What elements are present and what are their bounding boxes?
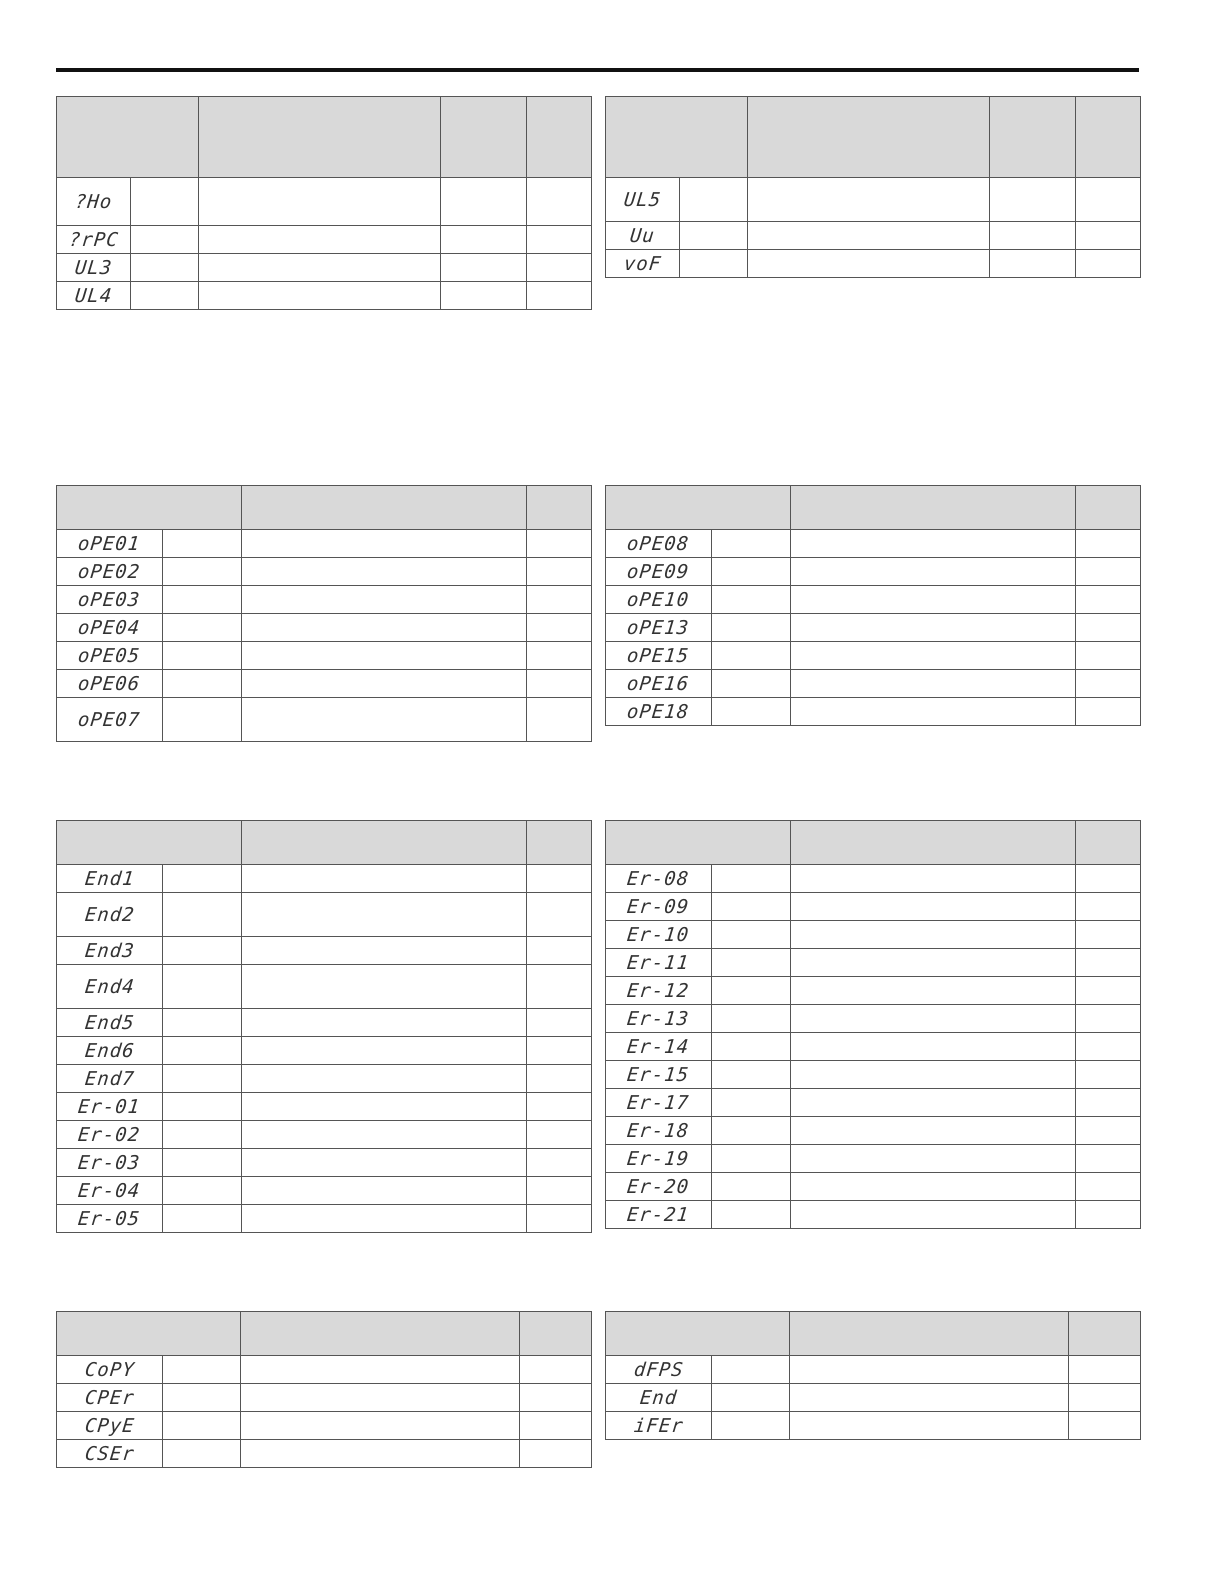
table-row	[606, 222, 1141, 250]
display-code: End7	[83, 1067, 136, 1090]
display-code: Er-15	[626, 1063, 691, 1086]
display-code: Er-13	[626, 1007, 691, 1030]
code-cell	[57, 254, 131, 282]
display-code: CoPY	[83, 1358, 136, 1381]
display-code: Er-03	[77, 1151, 142, 1174]
code-cell	[606, 670, 712, 698]
table-row	[57, 937, 592, 965]
display-code: oPE13	[626, 616, 691, 639]
code-cell	[606, 530, 712, 558]
code-cell	[57, 1384, 163, 1412]
code-cell	[57, 1356, 163, 1384]
display-code: Er-17	[626, 1091, 691, 1114]
code-cell	[57, 1440, 163, 1468]
table-row	[606, 614, 1141, 642]
display-code: Er-02	[77, 1123, 142, 1146]
header-cell	[241, 1312, 520, 1356]
code-cell	[606, 614, 712, 642]
code-cell	[57, 698, 163, 742]
header-cell	[1069, 1312, 1141, 1356]
code-cell	[606, 178, 680, 222]
table-row	[57, 530, 592, 558]
display-code: oPE08	[626, 532, 691, 555]
table-row	[57, 226, 592, 254]
code-cell	[606, 1005, 712, 1033]
table-row	[57, 1037, 592, 1065]
code-cell	[57, 282, 131, 310]
table-header-row	[57, 486, 592, 530]
display-code: oPE07	[77, 708, 142, 731]
display-code: End5	[83, 1011, 136, 1034]
display-code: oPE09	[626, 560, 691, 583]
table-row	[606, 586, 1141, 614]
display-code: ?Ho	[73, 190, 114, 213]
code-cell	[57, 670, 163, 698]
table-row	[57, 1093, 592, 1121]
code-cell	[57, 1009, 163, 1037]
code-cell	[606, 1145, 712, 1173]
table-row	[57, 893, 592, 937]
table-row	[57, 1205, 592, 1233]
code-cell	[606, 1033, 712, 1061]
code-cell	[606, 865, 712, 893]
display-code: Er-01	[77, 1095, 142, 1118]
header-cell	[57, 1312, 241, 1356]
header-cell	[1076, 821, 1141, 865]
header-cell	[606, 97, 748, 178]
header-cell	[199, 97, 441, 178]
display-code: Er-20	[626, 1175, 691, 1198]
display-code: oPE16	[626, 672, 691, 695]
code-cell	[57, 1093, 163, 1121]
display-code: oPE15	[626, 644, 691, 667]
code-cell	[606, 586, 712, 614]
table-alarms-left	[56, 96, 592, 310]
code-cell	[57, 226, 131, 254]
table-header-row	[606, 97, 1141, 178]
code-cell	[606, 1117, 712, 1145]
code-cell	[606, 977, 712, 1005]
display-code: Er-12	[626, 979, 691, 1002]
table-row	[57, 1121, 592, 1149]
display-code: dFPS	[632, 1358, 685, 1381]
display-code: End1	[83, 867, 136, 890]
display-code: oPE03	[77, 588, 142, 611]
header-cell	[1076, 97, 1141, 178]
table-row	[606, 977, 1141, 1005]
header-cell	[748, 97, 990, 178]
display-code: End2	[83, 903, 136, 926]
table-row	[606, 921, 1141, 949]
display-code: End3	[83, 939, 136, 962]
table-row	[57, 965, 592, 1009]
table-row	[57, 1177, 592, 1205]
display-code: ?rPC	[67, 228, 120, 251]
display-code: oPE02	[77, 560, 142, 583]
table-row	[606, 670, 1141, 698]
table-row	[606, 1061, 1141, 1089]
header-cell	[990, 97, 1076, 178]
code-cell	[57, 178, 131, 226]
header-cell	[527, 821, 592, 865]
code-cell	[606, 642, 712, 670]
display-code: CPEr	[83, 1386, 136, 1409]
display-code: Er-08	[626, 867, 691, 890]
header-cell	[57, 821, 242, 865]
code-cell	[57, 558, 163, 586]
code-cell	[606, 698, 712, 726]
code-cell	[606, 921, 712, 949]
code-cell	[57, 1121, 163, 1149]
code-cell	[57, 586, 163, 614]
display-code: Er-19	[626, 1147, 691, 1170]
code-cell	[606, 1173, 712, 1201]
code-cell	[606, 1061, 712, 1089]
table-row	[57, 642, 592, 670]
code-cell	[606, 1412, 712, 1440]
table-row	[606, 178, 1141, 222]
table-header-row	[606, 1312, 1141, 1356]
table-row	[57, 558, 592, 586]
table-row	[57, 1440, 592, 1468]
display-code: UL4	[73, 284, 114, 307]
code-cell	[606, 1089, 712, 1117]
table-row	[606, 1201, 1141, 1229]
table-header-row	[57, 1312, 592, 1356]
table-row	[606, 1412, 1141, 1440]
display-code: Uu	[628, 224, 657, 247]
header-cell	[242, 821, 527, 865]
code-cell	[606, 558, 712, 586]
table-row	[57, 614, 592, 642]
display-code: End6	[83, 1039, 136, 1062]
table-row	[606, 698, 1141, 726]
table-tuning-left	[56, 820, 592, 1233]
table-row	[606, 558, 1141, 586]
table-row	[57, 254, 592, 282]
code-cell	[57, 614, 163, 642]
code-cell	[57, 1149, 163, 1177]
display-code: oPE04	[77, 616, 142, 639]
table-row	[606, 530, 1141, 558]
code-cell	[606, 949, 712, 977]
code-cell	[57, 893, 163, 937]
header-cell	[791, 821, 1076, 865]
header-cell	[441, 97, 527, 178]
table-row	[57, 1412, 592, 1440]
header-cell	[606, 821, 791, 865]
display-code: Er-21	[626, 1203, 691, 1226]
table-ope-right	[605, 485, 1141, 726]
code-cell	[57, 530, 163, 558]
table-row	[606, 865, 1141, 893]
display-code: Er-09	[626, 895, 691, 918]
header-cell	[57, 97, 199, 178]
code-cell	[606, 1384, 712, 1412]
header-cell	[790, 1312, 1069, 1356]
code-cell	[57, 1037, 163, 1065]
header-cell	[606, 1312, 790, 1356]
display-code: UL3	[73, 256, 114, 279]
code-cell	[57, 1205, 163, 1233]
code-cell	[57, 965, 163, 1009]
table-row	[606, 1033, 1141, 1061]
display-code: CPyE	[83, 1414, 136, 1437]
table-row	[606, 1089, 1141, 1117]
header-cell	[57, 486, 242, 530]
table-row	[57, 1065, 592, 1093]
table-row	[57, 865, 592, 893]
table-row	[606, 893, 1141, 921]
display-code: Er-11	[626, 951, 691, 974]
display-code: End4	[83, 975, 136, 998]
display-code: oPE01	[77, 532, 142, 555]
header-cell	[242, 486, 527, 530]
display-code: End	[638, 1386, 679, 1409]
table-tuning-right	[605, 820, 1141, 1229]
table-copy-left	[56, 1311, 592, 1468]
top-rule	[56, 68, 1139, 72]
table-row	[57, 178, 592, 226]
header-cell	[527, 97, 592, 178]
table-alarms-right	[605, 96, 1141, 278]
table-row	[606, 642, 1141, 670]
display-code: iFEr	[632, 1414, 685, 1437]
display-code: Er-18	[626, 1119, 691, 1142]
table-row	[57, 1149, 592, 1177]
header-cell	[606, 486, 791, 530]
table-row	[57, 670, 592, 698]
table-row	[606, 1173, 1141, 1201]
table-row	[606, 1384, 1141, 1412]
display-code: oPE18	[626, 700, 691, 723]
table-row	[606, 1356, 1141, 1384]
header-cell	[520, 1312, 592, 1356]
display-code: CSEr	[83, 1442, 136, 1465]
table-copy-right	[605, 1311, 1141, 1440]
table-header-row	[606, 486, 1141, 530]
table-row	[57, 282, 592, 310]
header-cell	[1076, 486, 1141, 530]
table-row	[57, 586, 592, 614]
code-cell	[57, 865, 163, 893]
code-cell	[606, 1201, 712, 1229]
header-cell	[527, 486, 592, 530]
table-row	[606, 1145, 1141, 1173]
table-header-row	[57, 821, 592, 865]
table-row	[606, 1117, 1141, 1145]
header-cell	[791, 486, 1076, 530]
table-header-row	[57, 97, 592, 178]
table-row	[606, 250, 1141, 278]
display-code: Er-14	[626, 1035, 691, 1058]
table-row	[57, 1356, 592, 1384]
display-code: oPE06	[77, 672, 142, 695]
table-ope-left	[56, 485, 592, 742]
code-cell	[606, 1356, 712, 1384]
display-code: oPE05	[77, 644, 142, 667]
display-code: Er-10	[626, 923, 691, 946]
table-row	[606, 1005, 1141, 1033]
display-code: UL5	[622, 188, 663, 211]
code-cell	[606, 222, 680, 250]
display-code: Er-05	[77, 1207, 142, 1230]
table-row	[606, 949, 1141, 977]
display-code: voF	[622, 252, 663, 275]
display-code: oPE10	[626, 588, 691, 611]
code-cell	[606, 250, 680, 278]
code-cell	[57, 937, 163, 965]
code-cell	[57, 1065, 163, 1093]
display-code: Er-04	[77, 1179, 142, 1202]
code-cell	[57, 642, 163, 670]
table-row	[57, 1009, 592, 1037]
code-cell	[57, 1412, 163, 1440]
code-cell	[57, 1177, 163, 1205]
code-cell	[606, 893, 712, 921]
table-row	[57, 698, 592, 742]
table-row	[57, 1384, 592, 1412]
table-header-row	[606, 821, 1141, 865]
